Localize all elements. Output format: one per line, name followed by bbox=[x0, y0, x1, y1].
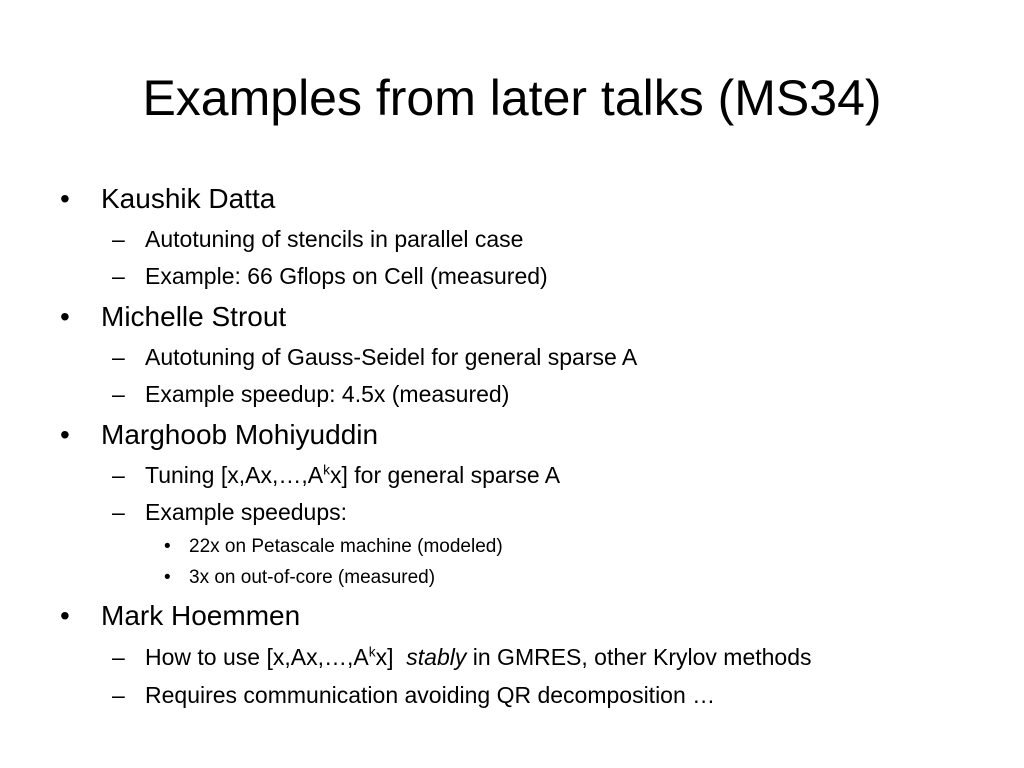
bullet-marker: • bbox=[60, 419, 70, 450]
dash-marker: – bbox=[112, 462, 125, 488]
bullet-marker: • bbox=[164, 536, 171, 557]
sub-sub-bullet-text: 22x on Petascale machine (modeled) bbox=[189, 536, 503, 557]
dash-marker: – bbox=[112, 344, 125, 370]
dash-marker: – bbox=[112, 499, 125, 525]
dash-marker: – bbox=[112, 226, 125, 252]
dash-marker: – bbox=[112, 682, 125, 708]
dash-marker: – bbox=[112, 381, 125, 407]
superscript: k bbox=[323, 462, 331, 478]
dash-marker: – bbox=[112, 263, 125, 289]
dash-marker: – bbox=[112, 644, 125, 670]
bullet-marker: • bbox=[164, 567, 171, 588]
bullet-text: Marghoob Mohiyuddin bbox=[101, 419, 379, 450]
slide-title: Examples from later talks (MS34) bbox=[142, 70, 882, 126]
bullet-marker: • bbox=[60, 301, 70, 332]
sub-bullet-text bbox=[145, 643, 812, 671]
text-run: x] for general sparse A bbox=[330, 462, 561, 488]
bullet-marker: • bbox=[60, 183, 70, 214]
sub-bullet-text: Autotuning of stencils in parallel case bbox=[145, 226, 524, 252]
sub-bullet-text: Example: 66 Gflops on Cell (measured) bbox=[145, 263, 548, 289]
sub-bullet-text: Autotuning of Gauss-Seidel for general sparse A bbox=[145, 344, 638, 370]
bullet-text: Mark Hoemmen bbox=[101, 600, 301, 631]
bullet-text: Kaushik Datta bbox=[101, 183, 276, 214]
sub-sub-bullet-text: 3x on out-of-core (measured) bbox=[189, 567, 436, 588]
text-run: in GMRES, other Krylov methods bbox=[466, 644, 812, 670]
emphasis-text: stably bbox=[406, 644, 467, 670]
sub-bullet-text: Requires communication avoiding QR decomposition … bbox=[145, 682, 716, 708]
text-run: How to use [x,Ax,…,A bbox=[145, 644, 369, 670]
text-run: Tuning [x,Ax,…,A bbox=[145, 462, 324, 488]
sub-bullet-text bbox=[145, 461, 560, 489]
sub-bullet-text: Example speedups: bbox=[145, 499, 348, 525]
superscript: k bbox=[368, 644, 376, 660]
bullet-marker: • bbox=[60, 600, 70, 631]
bullet-text: Michelle Strout bbox=[101, 301, 287, 332]
sub-bullet-text: Example speedup: 4.5x (measured) bbox=[145, 381, 510, 407]
text-run: x] bbox=[375, 644, 407, 670]
